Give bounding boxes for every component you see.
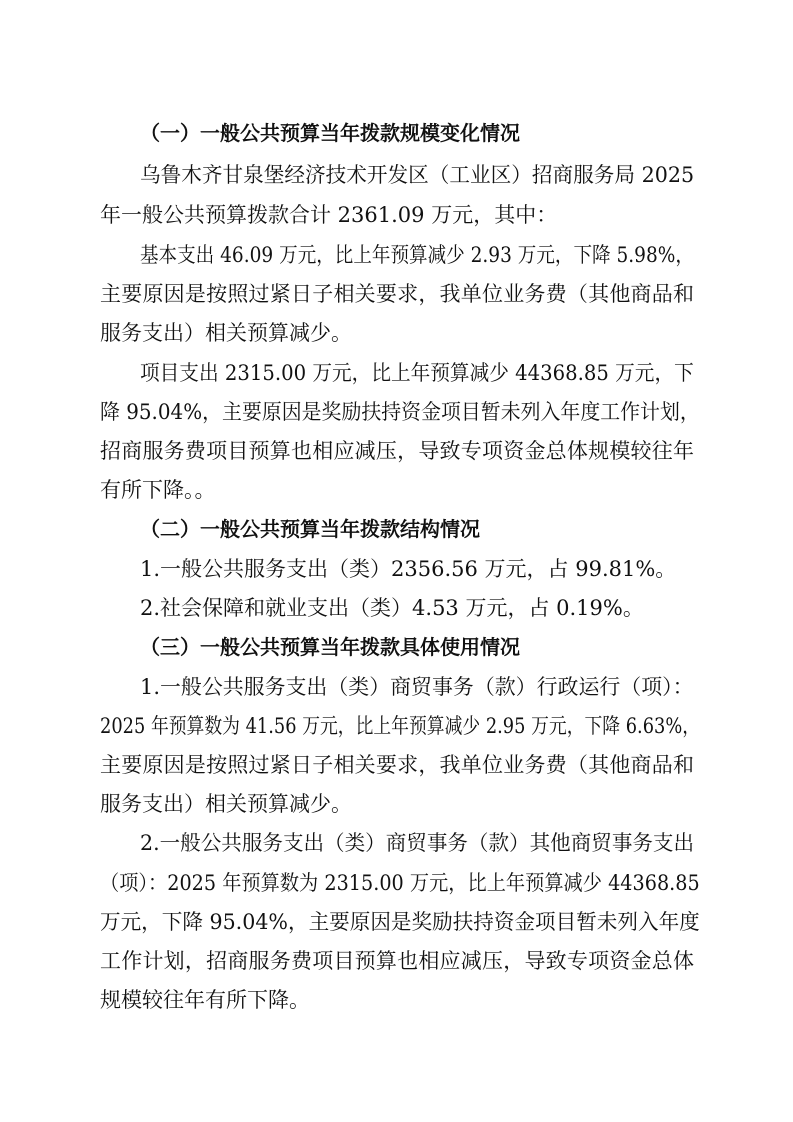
paragraph-line: 主要原因是按照过紧日子相关要求，我单位业务费（其他商品和 xyxy=(100,753,694,777)
section-heading-2: （二）一般公共预算当年拨款结构情况 xyxy=(140,517,480,541)
section-heading-3: （三）一般公共预算当年拨款具体使用情况 xyxy=(140,635,520,659)
paragraph-line: 降 95.04%，主要原因是奖励扶持资金项目暂未列入年度工作计划， xyxy=(100,400,700,424)
paragraph-line: 主要原因是按照过紧日子相关要求，我单位业务费（其他商品和 xyxy=(100,282,694,306)
paragraph-line: 服务支出）相关预算减少。 xyxy=(100,321,352,345)
paragraph-line: 基本支出 46.09 万元，比上年预算减少 2.93 万元，下降 5.98%， xyxy=(140,243,694,267)
section-heading-1: （一）一般公共预算当年拨款规模变化情况 xyxy=(140,121,520,145)
paragraph-line: 工作计划，招商服务费项目预算也相应减压，导致专项资金总体 xyxy=(100,949,694,973)
list-item: 2.社会保障和就业支出（类）4.53 万元，占 0.19%。 xyxy=(140,596,644,620)
paragraph-line: （项）：2025 年预算数为 2315.00 万元，比上年预算减少 44368.85 xyxy=(100,871,700,895)
list-item: 2.一般公共服务支出（类）商贸事务（款）其他商贸事务支出 xyxy=(140,831,695,855)
paragraph-line: 招商服务费项目预算也相应减压，导致专项资金总体规模较往年 xyxy=(100,439,694,463)
paragraph-line: 年一般公共预算拨款合计 2361.09 万元，其中： xyxy=(100,203,558,227)
paragraph-line: 服务支出）相关预算减少。 xyxy=(100,792,352,816)
paragraph-line: 乌鲁木齐甘泉堡经济技术开发区（工业区）招商服务局 2025 xyxy=(140,163,695,187)
paragraph-line: 2025 年预算数为 41.56 万元，比上年预算减少 2.95 万元，下降 6.63%， xyxy=(100,714,701,738)
list-item: 1.一般公共服务支出（类）商贸事务（款）行政运行（项）： xyxy=(140,675,694,699)
paragraph-line: 万元，下降 95.04%，主要原因是奖励扶持资金项目暂未列入年度 xyxy=(100,910,700,934)
list-item: 1.一般公共服务支出（类）2356.56 万元，占 99.81%。 xyxy=(140,557,677,581)
paragraph-line: 有所下降。。 xyxy=(100,478,216,502)
paragraph-line: 规模较往年有所下降。 xyxy=(100,988,310,1012)
paragraph-line: 项目支出 2315.00 万元，比上年预算减少 44368.85 万元，下 xyxy=(140,361,694,385)
